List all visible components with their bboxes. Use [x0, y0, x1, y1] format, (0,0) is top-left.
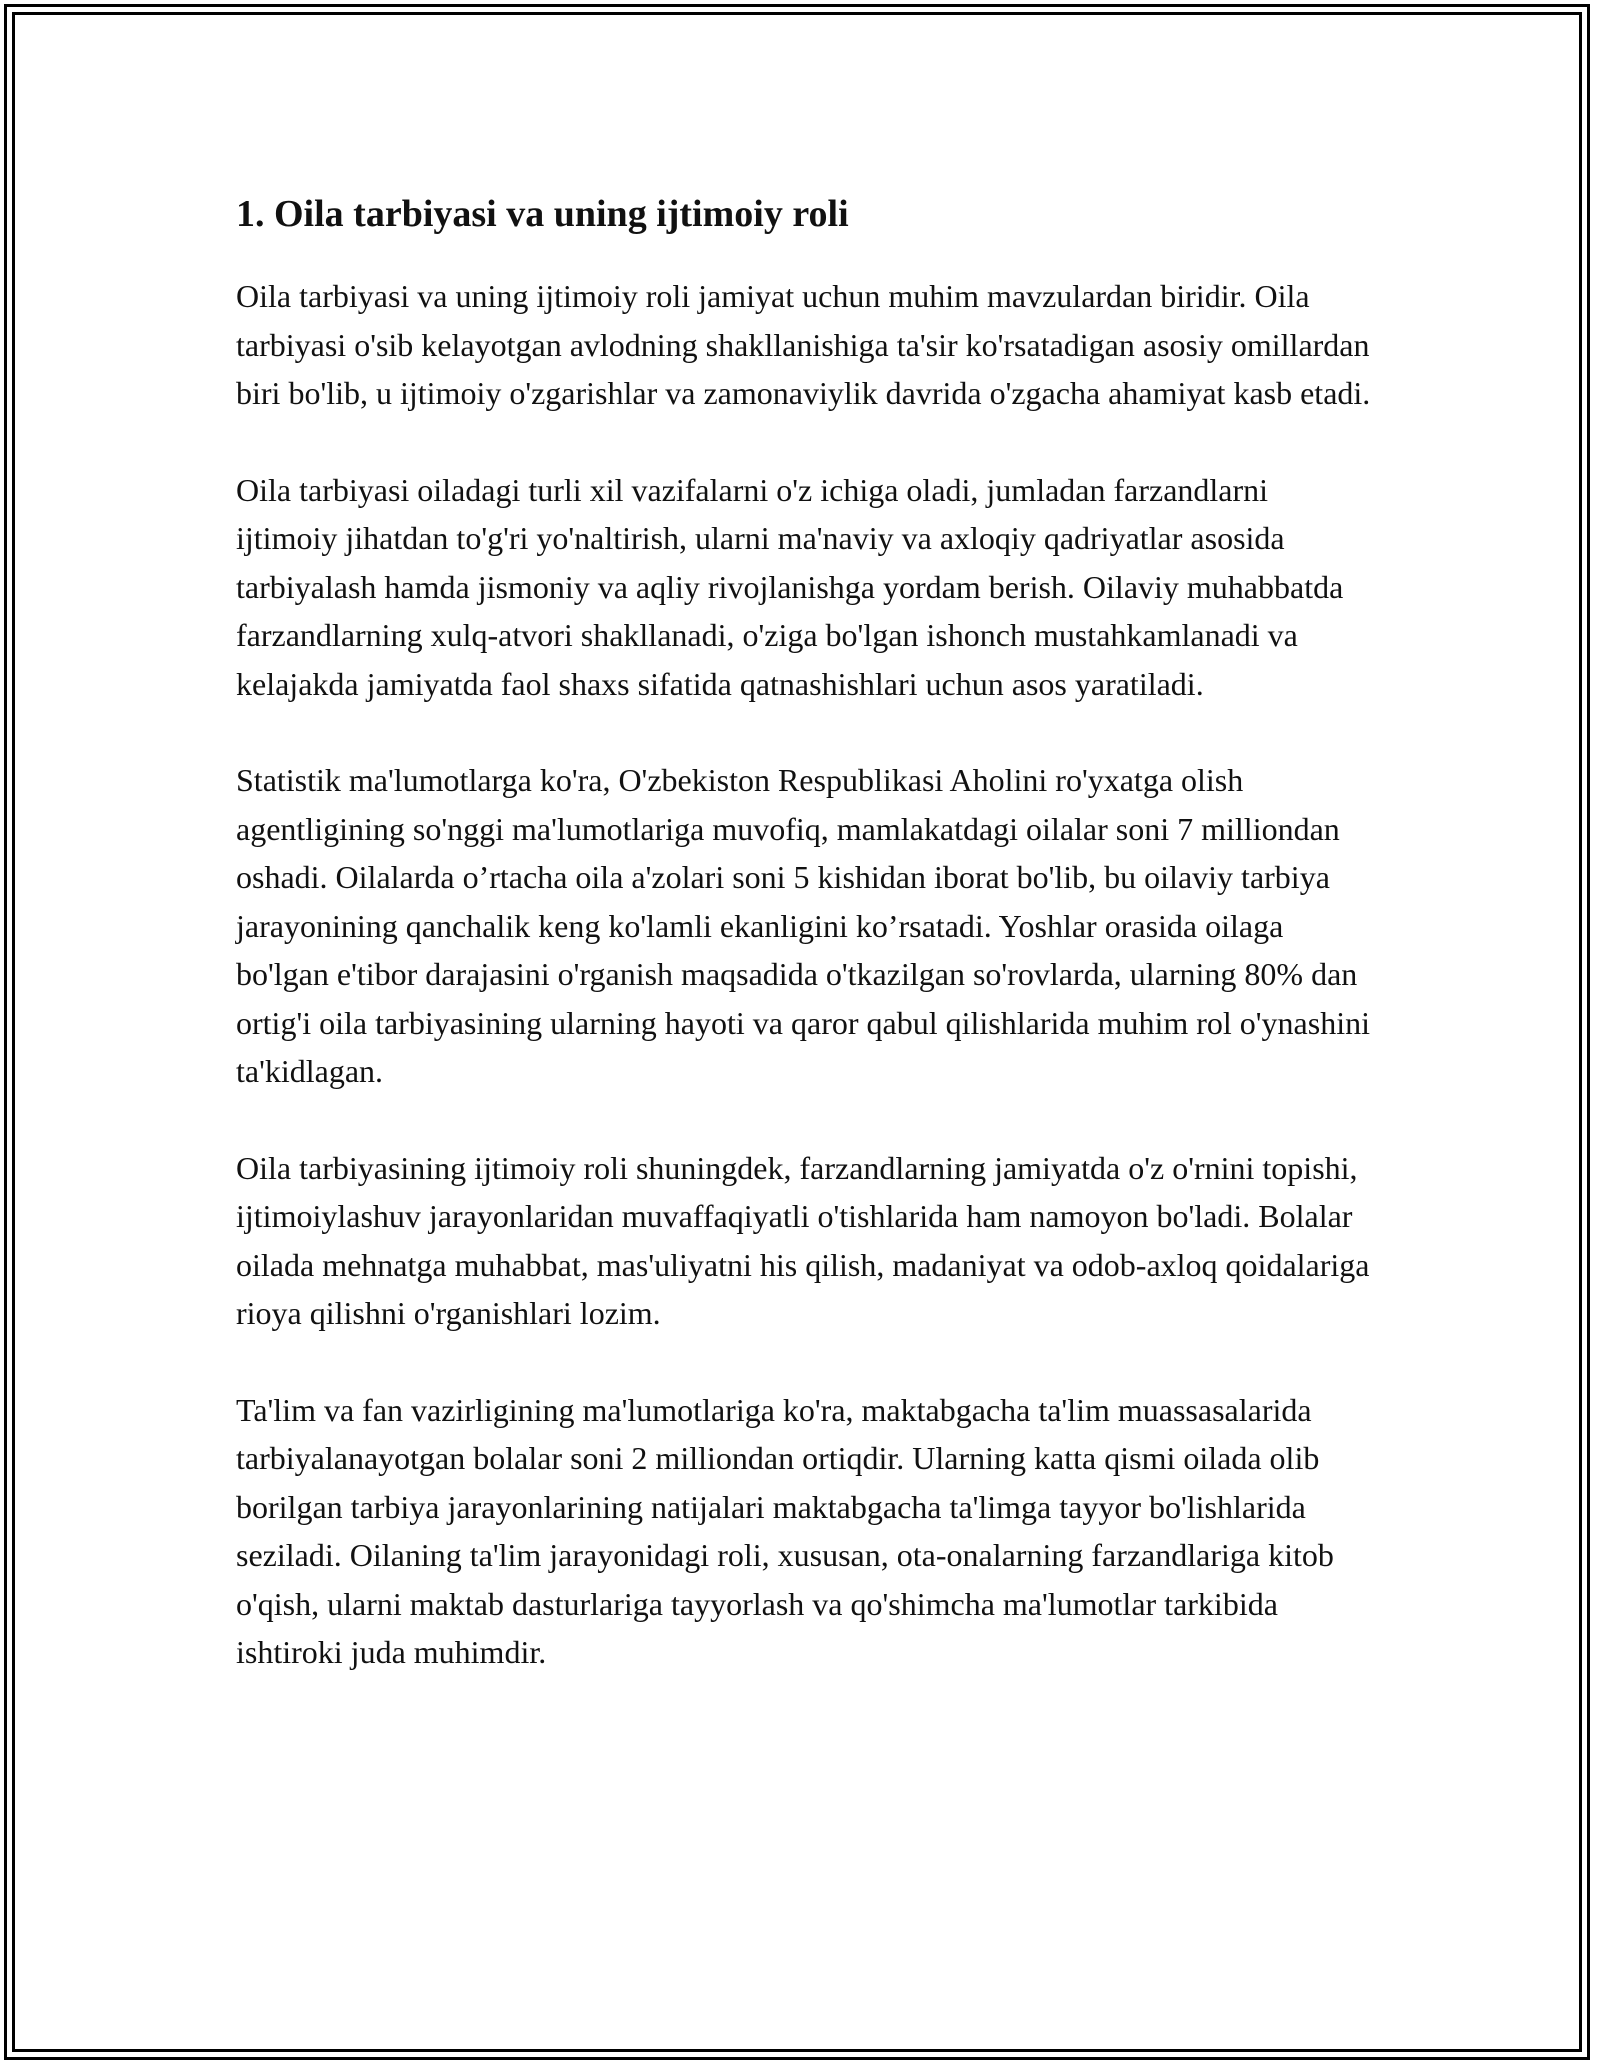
paragraph-1: Oila tarbiyasi va uning ijtimoiy roli jamiyat uchun muhim mavzulardan biridir. Oila tarbiyasi o'sib kelayotgan avlodning shakllanishiga ta'sir ko'rsatadigan asosiy omillardan biri bo'lib, u ijtimoiy o'zgarishlar va zamonaviylik davrida o'zgacha ahamiyat kasb etadi. — [236, 278, 1371, 411]
paragraph-3: Statistik ma'lumotlarga ko'ra, O'zbekiston Respublikasi Aholini ro'yxatga olish agentligining so'nggi ma'lumotlariga muvofiq, mamlakatdagi oilalar soni 7 milliondan oshadi. Oilalarda o’rtacha oila a'zolari soni 5 kishidan iborat bo'lib, bu oilaviy tarbiya jarayonining qanchalik keng ko'lamli ekanligini ko’rsatadi. Yoshlar orasida oilaga bo'lgan e'tibor darajasini o'rganish maqsadida o'tkazilgan so'rovlarda, ularning 80% dan ortig'i oila tarbiyasining ularning hayoti va qaror qabul qilishlarida muhim rol o'ynashini ta'kidlagan. — [236, 762, 1370, 1089]
paragraph-5: Ta'lim va fan vazirligining ma'lumotlariga ko'ra, maktabgacha ta'lim muassasalarida tarbiyalanayotgan bolalar soni 2 milliondan ortiqdir. Ularning katta qismi oilada olib borilgan tarbiya jarayonlarining natijalari maktabgacha ta'limga tayyor bo'lishlarida seziladi. Oilaning ta'lim jarayonidagi roli, xususan, ota-onalarning farzandlariga kitob o'qish, ularni maktab dasturlariga tayyorlash va qo'shimcha ma'lumotlar tarkibida ishtiroki juda muhimdir. — [236, 1391, 1334, 1670]
paragraph-2: Oila tarbiyasi oiladagi turli xil vazifalarni o'z ichiga oladi, jumladan farzandlarni ijtimoiy jihatdan to'g'ri yo'naltirish, ularni ma'naviy va axloqiy qadriyatlar asosida tarbiyalash hamda jismoniy va aqliy rivojlanishga yordam berish. Oilaviy muhabbatda farzandlarning xulq-atvori shakllanadi, o'ziga bo'lgan ishonch mustahkamlanadi va kelajakda jamiyatda faol shaxs sifatida qatnashishlari uchun asos yaratiladi. — [236, 471, 1344, 702]
document-body — [236, 186, 1376, 1725]
paragraph-4: Oila tarbiyasining ijtimoiy roli shuningdek, farzandlarning jamiyatda o'z o'rnini topishi, ijtimoiylashuv jarayonlaridan muvaffaqiyatli o'tishlarida ham namoyon bo'ladi. Bolalar oilada mehnatga muhabbat, mas'uliyatni his qilish, madaniyat va odob-axloq qoidalariga rioya qilishni o'rganishlari lozim. — [236, 1149, 1370, 1331]
section-heading: 1. Oila tarbiyasi va uning ijtimoiy roli — [236, 193, 849, 235]
